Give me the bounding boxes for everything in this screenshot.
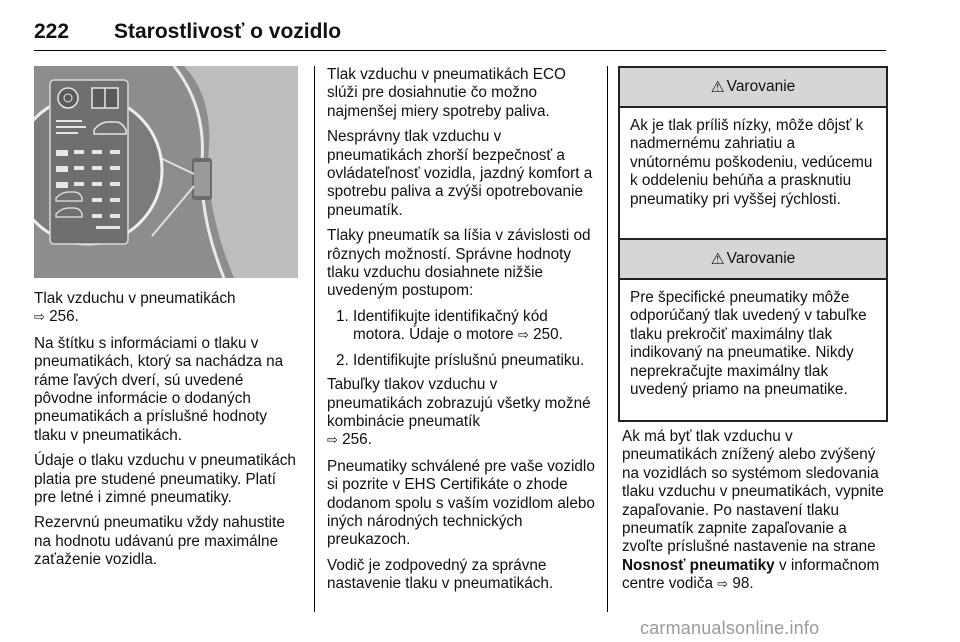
paragraph <box>327 376 595 451</box>
list-item: 2. Identifikujte príslušnú pneumatiku. <box>353 352 595 370</box>
paragraph <box>34 290 302 328</box>
list-item <box>353 308 595 346</box>
warning-header <box>620 68 886 108</box>
warning-triangle-icon: ⚠ <box>710 78 725 96</box>
menu-name: Nosnosť pneumatiky <box>622 556 775 574</box>
warning-title: Varovanie <box>726 250 796 267</box>
page-reference-icon: ⇨ <box>327 433 338 449</box>
tire-pressure-label-figure <box>34 66 298 278</box>
page-reference-icon: ⇨ <box>517 328 529 344</box>
column-left <box>34 290 302 577</box>
page-header <box>34 8 886 48</box>
paragraph-text: v informačnom centre vodiča <box>622 556 880 593</box>
warning-body: Pre špecifické pneumatiky môže odporúčaný tlak uvedený v tabuľke tlaku prekročiť maximálny tlak indikovaný na pneumatike. Nikdy neprekračujte maximálny tlak uvedený priamo na pneumatike. <box>630 289 867 399</box>
warning-body: Ak je tlak príliš nízky, môže dôjsť k nadmernému zahriatiu a vnútornému poškodeniu, vedúcemu k oddeleniu behúňa a prasknutiu pneumatiky pri vyššej rýchlosti. <box>630 117 873 208</box>
tire-pressure-label-illustration-icon <box>34 66 298 278</box>
page-title: Starostlivosť o vozidlo <box>114 20 342 43</box>
paragraph <box>622 428 890 595</box>
paragraph: Tlak vzduchu v pneumatikách ECO slúži pre dosiahnutie čo možno najmenšej miery spotreby paliva. <box>327 66 566 120</box>
page-reference[interactable]: 256. <box>342 431 372 449</box>
step-list <box>327 308 595 370</box>
page-reference-icon: ⇨ <box>34 310 45 326</box>
warning-triangle-icon: ⚠ <box>710 250 725 268</box>
watermark: carmanualsonline.info <box>640 618 820 638</box>
paragraph: Pneumatiky schválené pre vaše vozidlo si pozrite v EHS Certifikáte o zhode dodanom spolu s vaším vozidlom alebo iných národných technických preukazoch. <box>327 457 595 549</box>
warning-header <box>620 240 886 280</box>
column-divider <box>314 66 315 612</box>
paragraph: Rezervnú pneumatiku vždy nahustite na hodnotu udávanú pre maximálne zaťaženie vozidla. <box>34 514 285 569</box>
page-reference[interactable]: 250. <box>533 326 563 344</box>
paragraph-text: Ak má byť tlak vzduchu v pneumatikách znížený alebo zvýšený na vozidlách so systémom sledovania tlaku vzduchu v pneumatikách, vypnite zapaľovanie. Po nastavení tlaku pneumatík zapnite zapaľovanie a zvoľte príslušné nastavenie na strane <box>622 428 884 556</box>
paragraph: Tlaky pneumatík sa líšia v závislosti od rôznych možností. Správne hodnoty tlaku vzduchu dosiahnete nižšie uvedeným postupom: <box>327 227 591 300</box>
paragraph-text: Tlak vzduchu v pneumatikách <box>34 290 236 307</box>
page-number: 222 <box>34 20 70 43</box>
column-middle <box>327 66 595 601</box>
warning-box <box>618 238 888 422</box>
paragraph: Vodič je zodpovedný za správne nastavenie tlaku v pneumatikách. <box>327 556 554 593</box>
warning-box <box>618 66 888 258</box>
warning-title: Varovanie <box>726 78 796 95</box>
page-reference[interactable]: 98. <box>732 575 754 593</box>
paragraph: Nesprávny tlak vzduchu v pneumatikách zhorší bezpečnosť a ovládateľnosť vozidla, jazdný komfort a spotrebu paliva a zvýši opotrebovanie pneumatík. <box>327 128 593 219</box>
page-reference-icon: ⇨ <box>717 577 729 593</box>
paragraph: Údaje o tlaku vzduchu v pneumatikách platia pre studené pneumatiky. Platí pre letné i zimné pneumatiky. <box>34 452 296 507</box>
paragraph-text: Tabuľky tlakov vzduchu v pneumatikách zobrazujú všetky možné kombinácie pneumatík <box>327 376 591 430</box>
list-item-text: Identifikujte identifikačný kód motora. Údaje o motore <box>353 307 548 344</box>
page-reference[interactable]: 256. <box>49 308 79 326</box>
header-rule <box>34 50 886 51</box>
column-right <box>622 428 890 602</box>
column-divider <box>607 66 608 612</box>
paragraph: Na štítku s informáciami o tlaku v pneumatikách, ktorý sa nachádza na ráme ľavých dverí, sú uvedené pôvodne informácie o dodaných pneumatikách a príslušné hodnoty tlaku v pneumatikách. <box>34 334 284 444</box>
